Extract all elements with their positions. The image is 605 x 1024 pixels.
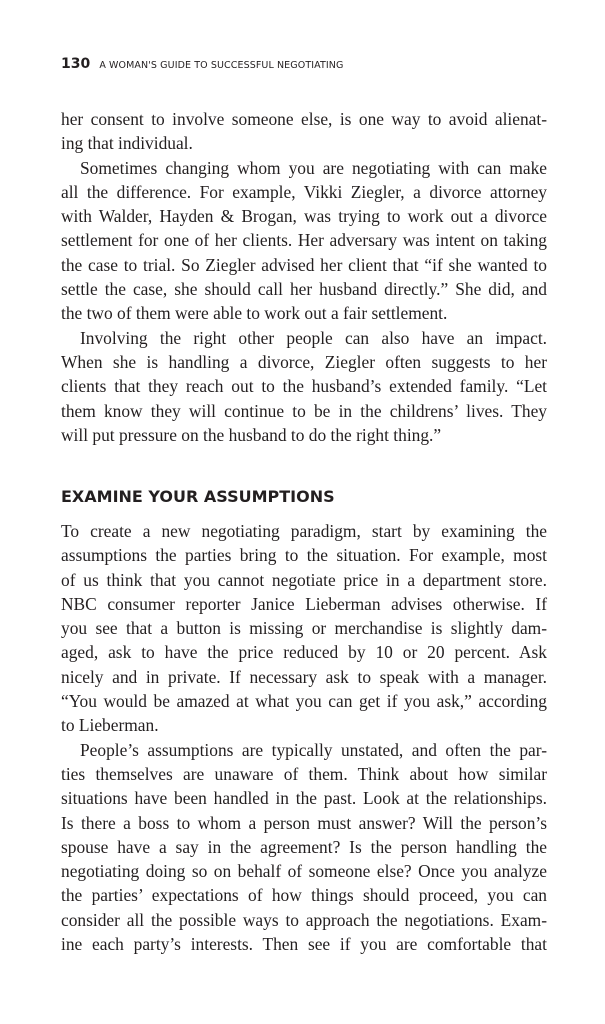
text-line: Involving the right other people can also have an impact. — [80, 327, 547, 348]
section-heading: EXAMINE YOUR ASSUMPTIONS — [61, 487, 335, 506]
book-title: A WOMAN'S GUIDE TO SUCCESSFUL NEGOTIATING — [99, 60, 344, 71]
text-line: the case to trial. So Ziegler advised her client that “if she wanted to — [61, 254, 547, 275]
text-line: all the difference. For example, Vikki Ziegler, a divorce attorney — [61, 181, 547, 202]
text-line: them know they will continue to be in the childrens’ lives. They — [61, 400, 547, 421]
text-line: “You would be amazed at what you can get if you ask,” according — [61, 691, 547, 712]
text-line: aged, ask to have the price reduced by 10 or 20 percent. Ask — [61, 642, 547, 663]
text-line: assumptions the parties bring to the situation. For example, most — [61, 545, 547, 566]
text-line: To create a new negotiating paradigm, start by examining the — [61, 521, 547, 541]
text-line: you see that a button is missing or merchandise is slightly dam- — [61, 618, 547, 639]
text-line: with Walder, Hayden & Brogan, was trying to work out a divorce — [61, 206, 547, 227]
text-line: will put pressure on the husband to do the right thing.” — [61, 424, 442, 445]
text-line: spouse have a say in the agreement? Is the person handling the — [61, 836, 547, 857]
body-text-after-heading — [61, 519, 547, 956]
text-line: nicely and in private. If necessary ask to speak with a manager. — [61, 666, 547, 687]
page-number: 130 — [61, 56, 91, 72]
text-line: Is there a boss to whom a person must answer? Will the person’s — [61, 812, 547, 833]
text-line: the two of them were able to work out a fair settlement. — [61, 303, 448, 324]
text-line: of us think that you cannot negotiate price in a department store. — [61, 569, 547, 590]
text-line: consider all the possible ways to approach the negotiations. Exam- — [61, 909, 547, 930]
text-line: NBC consumer reporter Janice Lieberman advises otherwise. If — [61, 593, 547, 614]
text-line: ing that individual. — [61, 133, 193, 154]
text-line: When she is handling a divorce, Ziegler often suggests to her — [61, 351, 547, 372]
text-line: to Lieberman. — [61, 715, 159, 736]
text-line: People’s assumptions are typically unstated, and often the par- — [80, 739, 547, 760]
text-line: the parties’ expectations of how things should proceed, you can — [61, 885, 547, 906]
text-line: her consent to involve someone else, is one way to avoid alienat- — [61, 109, 547, 129]
text-line: negotiating doing so on behalf of someone else? Once you analyze — [61, 861, 547, 882]
body-text-before-heading — [61, 107, 547, 447]
text-line: ine each party’s interests. Then see if you are comfortable that — [61, 934, 547, 955]
text-line: settle the case, she should call her husband directly.” She did, and — [61, 279, 547, 300]
text-line: settlement for one of her clients. Her adversary was intent on taking — [61, 230, 547, 251]
text-line: ties themselves are unaware of them. Think about how similar — [61, 763, 547, 784]
text-line: situations have been handled in the past. Look at the relationships. — [61, 788, 547, 809]
running-head — [61, 55, 343, 74]
text-line: clients that they reach out to the husband’s extended family. “Let — [61, 376, 547, 397]
text-line: Sometimes changing whom you are negotiating with can make — [80, 157, 547, 178]
